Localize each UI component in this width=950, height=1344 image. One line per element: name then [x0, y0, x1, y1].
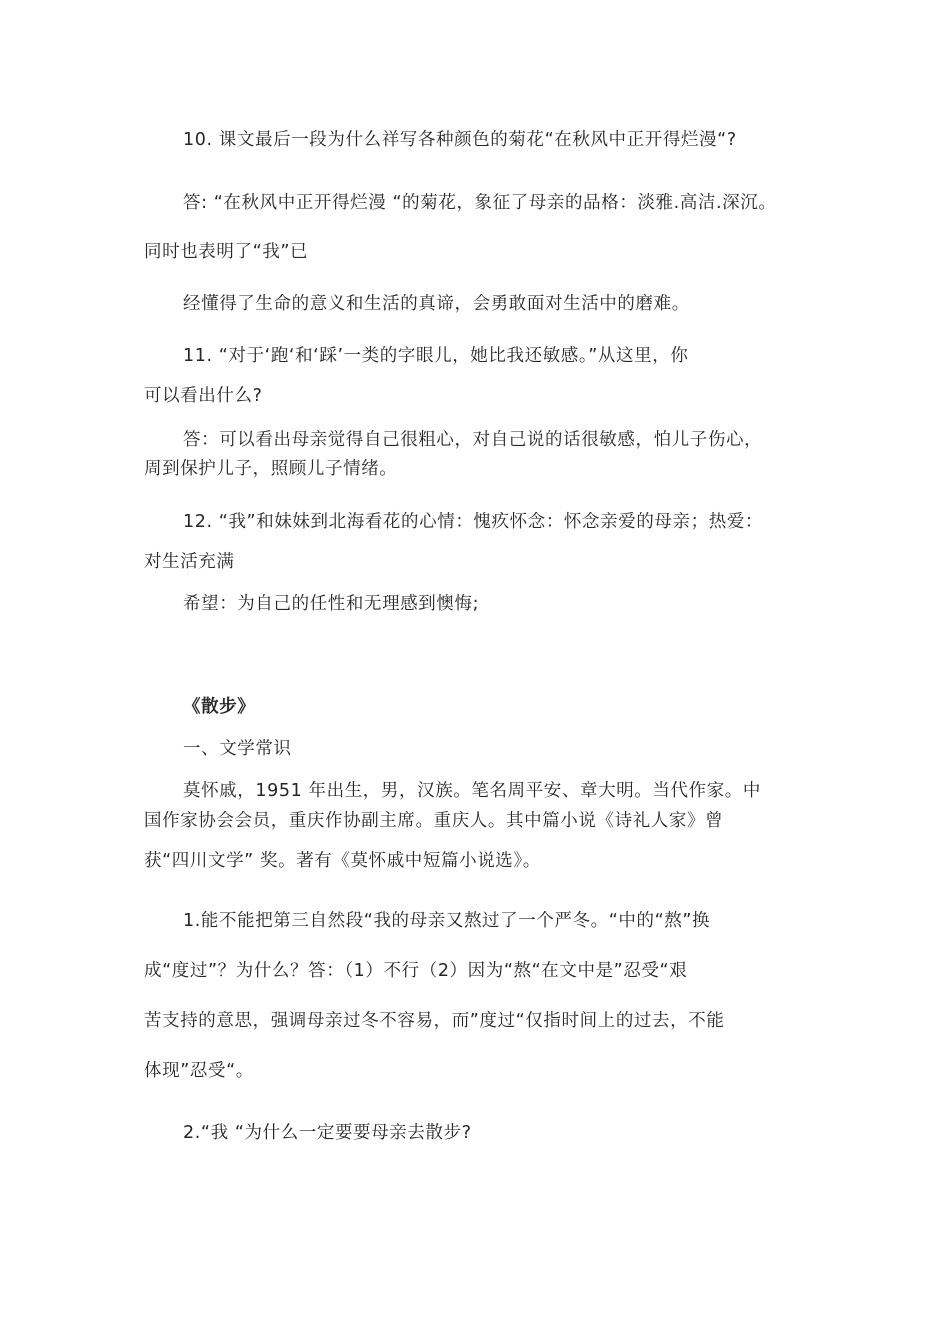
- section-title: 《散步》: [183, 697, 256, 717]
- q12-line1: 12. “我”和妹妹到北海看花的心情：愧疚怀念：怀念亲爱的母亲；热爱：: [183, 512, 764, 532]
- bio-line1: 莫怀戚，1951 年出生，男，汉族。笔名周平安、章大明。当代作家。中: [183, 781, 761, 801]
- q10-answer-line2: 同时也表明了“我”已: [144, 242, 309, 262]
- bio-line2: 国作家协会会员，重庆作协副主席。重庆人。其中篇小说《诗礼人家》曾: [144, 811, 724, 831]
- q11-question-line2: 可以看出什么?: [144, 386, 263, 406]
- s-q1-line4: 体现”忍受“。: [144, 1061, 254, 1081]
- q12-line3: 希望：为自己的任性和无理感到懊悔;: [183, 594, 480, 614]
- q10-answer-line3: 经懂得了生命的意义和生活的真谛，会勇敢面对生活中的磨难。: [183, 294, 690, 314]
- q11-question-line1: 11. “对于‘跑‘和‘踩’一类的字眼儿，她比我还敏感。”从这里，你: [183, 346, 689, 366]
- s-q1-line2: 成“度过”？为什么？答：（1）不行（2）因为“熬“在文中是”忍受“艰: [144, 961, 688, 981]
- s-q1-line3: 苦支持的意思，强调母亲过冬不容易，而”度过“仅指时间上的过去，不能: [144, 1011, 725, 1031]
- q11-answer-line1: 答：可以看出母亲觉得自己很粗心，对自己说的话很敏感，怕儿子伤心，: [183, 430, 763, 450]
- s-q2-line1: 2.“我 “为什么一定要要母亲去散步?: [183, 1123, 472, 1143]
- q10-answer-line1: 答: “在秋风中正开得烂漫 “的菊花，象征了母亲的品格：淡雅.高洁.深沉。: [183, 193, 777, 213]
- q10-question: 10. 课文最后一段为什么祥写各种颜色的菊花“在秋风中正开得烂漫“?: [183, 130, 737, 150]
- q12-line2: 对生活充满: [144, 552, 235, 572]
- s-q1-line1: 1.能不能把第三自然段“我的母亲又熬过了一个严冬。“中的“熬”换: [183, 911, 711, 931]
- bio-line3: 获“四川文学” 奖。著有《莫怀戚中短篇小说选》。: [144, 851, 541, 871]
- q11-answer-line2: 周到保护儿子，照顾儿子情绪。: [144, 459, 398, 479]
- section-subtitle: 一、文学常识: [183, 739, 292, 759]
